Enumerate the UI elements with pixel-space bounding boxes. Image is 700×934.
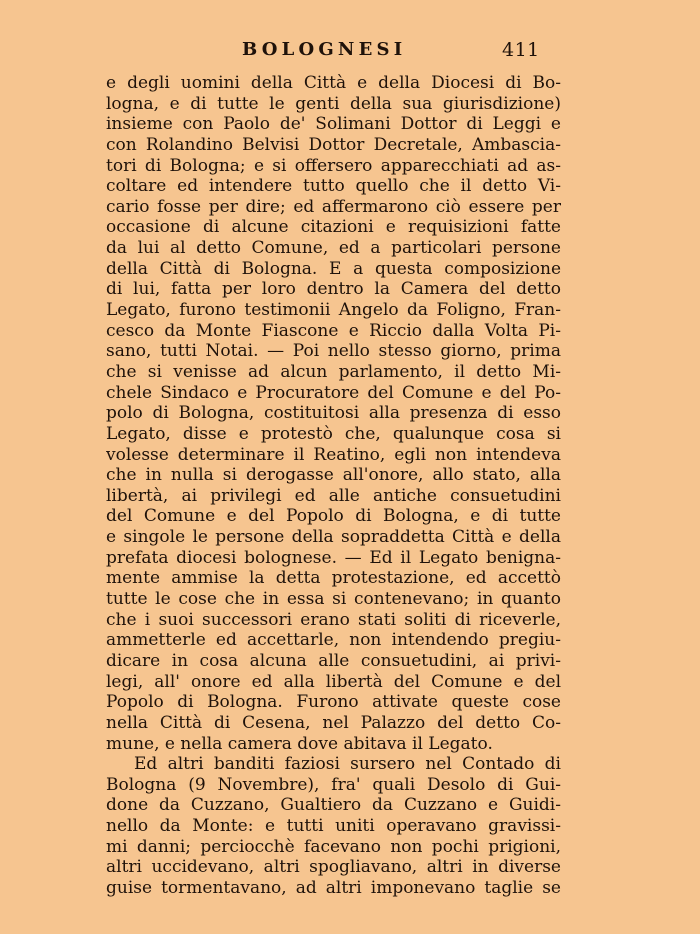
text-line: volesse determinare il Reatino, egli non intendeva <box>106 444 561 465</box>
text-line: altri uccidevano, altri spogliavano, altri in diverse <box>106 857 561 878</box>
text-line: done da Cuzzano, Gualtiero da Cuzzano e Guidi- <box>106 795 561 816</box>
text-line: logna, e di tutte le genti della sua giurisdizione) <box>106 93 561 114</box>
text-line: tori di Bologna; e si offersero apparecchiati ad as- <box>106 155 561 176</box>
text-line: Legato, disse e protestò che, qualunque cosa si <box>106 423 561 444</box>
text-line: che si venisse ad alcun parlamento, il detto Mi- <box>106 361 561 382</box>
running-head <box>0 36 700 64</box>
text-line: prefata diocesi bolognese. — Ed il Legato benigna- <box>106 547 561 568</box>
text-line: della Città di Bologna. E a questa composizione <box>106 258 561 279</box>
text-line: Popolo di Bologna. Furono attivate queste cose <box>106 692 561 713</box>
text-line: mente ammise la detta protestazione, ed accettò <box>106 568 561 589</box>
text-line: del Comune e del Popolo di Bologna, e di tutte <box>106 506 561 527</box>
text-line: legi, all' onore ed alla libertà del Comune e del <box>106 671 561 692</box>
text-line: di lui, fatta per loro dentro la Camera del detto <box>106 279 561 300</box>
page-number: 411 <box>502 39 540 61</box>
paragraph-end-line: mune, e nella camera dove abitava il Legato. <box>106 733 493 754</box>
text-line: che in nulla si derogasse all'onore, allo stato, alla <box>106 465 561 486</box>
text-line: chele Sindaco e Procuratore del Comune e del Po- <box>106 382 561 403</box>
text-line: da lui al detto Comune, ed a particolari persone <box>106 238 561 259</box>
text-line: libertà, ai privilegi ed alle antiche consuetudini <box>106 485 561 506</box>
text-line: cesco da Monte Fiascone e Riccio dalla Volta Pi- <box>106 320 561 341</box>
text-line: nello da Monte: e tutti uniti operavano gravissi- <box>106 816 561 837</box>
text-line: sano, tutti Notai. — Poi nello stesso giorno, prima <box>106 341 561 362</box>
text-line: Legato, furono testimonii Angelo da Foligno, Fran- <box>106 300 561 321</box>
text-line: coltare ed intendere tutto quello che il detto Vi- <box>106 176 561 197</box>
text-line: cario fosse per dire; ed affermarono ciò essere per <box>106 196 561 217</box>
text-line: e singole le persone della sopraddetta Città e della <box>106 527 561 548</box>
text-line: tutte le cose che in essa si contenevano; in quanto <box>106 589 561 610</box>
text-line: e degli uomini della Città e della Diocesi di Bo- <box>106 73 561 93</box>
paragraph-start-line: Ed altri banditi faziosi sursero nel Contado di <box>134 754 561 775</box>
body-text <box>106 73 561 899</box>
text-line: insieme con Paolo de' Solimani Dottor di Leggi e <box>106 114 561 135</box>
text-line: mi danni; perciocchè facevano non pochi prigioni, <box>106 836 561 857</box>
text-line: ammetterle ed accettarle, non intendendo pregiu- <box>106 630 561 651</box>
text-line: dicare in cosa alcuna alle consuetudini, ai privi- <box>106 650 561 671</box>
text-line: occasione di alcune citazioni e requisizioni fatte <box>106 217 561 238</box>
text-line: polo di Bologna, costituitosi alla presenza di esso <box>106 403 561 424</box>
text-line: Bologna (9 Novembre), fra' quali Desolo di Gui- <box>106 774 561 795</box>
text-line: con Rolandino Belvisi Dottor Decretale, Ambascia- <box>106 134 561 155</box>
text-line: che i suoi successori erano stati soliti di riceverle, <box>106 609 561 630</box>
text-line: guise tormentavano, ad altri imponevano taglie se <box>106 877 561 898</box>
text-line: nella Città di Cesena, nel Palazzo del detto Co- <box>106 712 561 733</box>
running-title: BOLOGNESI <box>242 39 407 60</box>
